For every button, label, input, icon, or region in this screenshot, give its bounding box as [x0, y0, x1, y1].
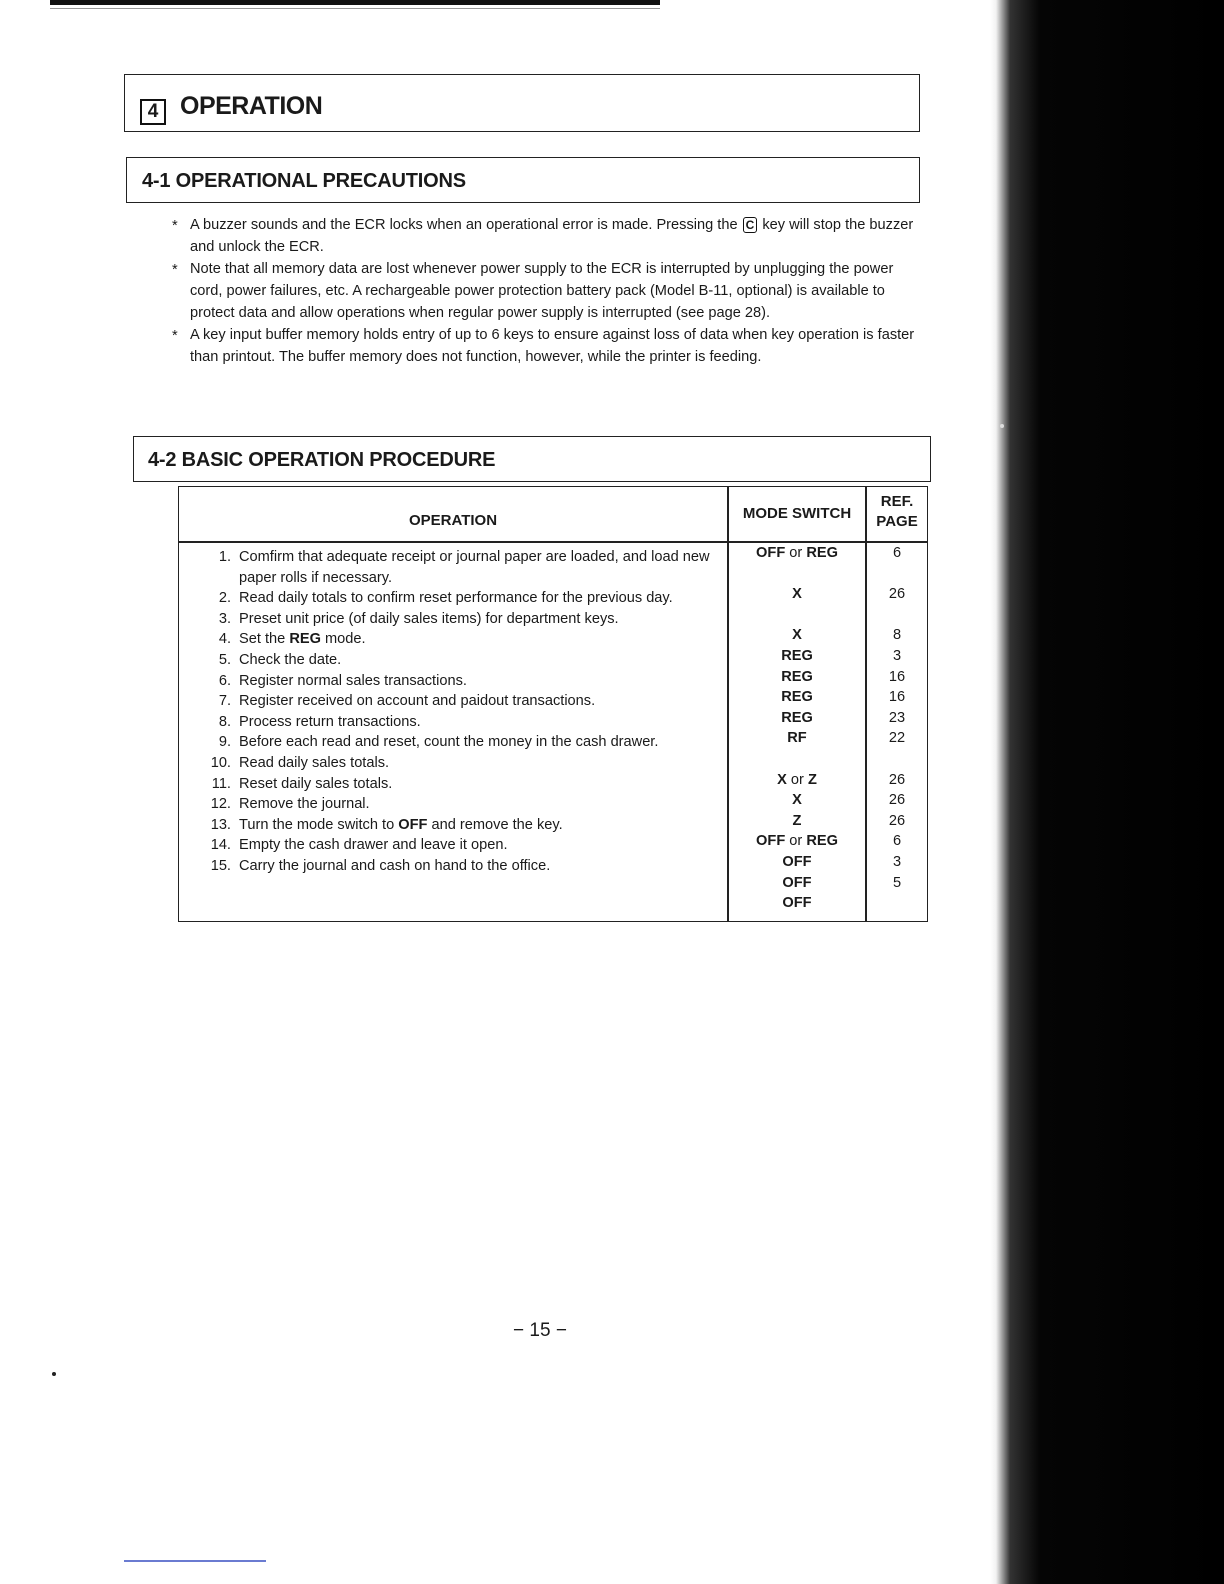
ref-page-cell: 23 [888, 709, 906, 726]
step-text: Preset unit price (of daily sales items) for department keys. [239, 610, 619, 627]
precaution-text: A buzzer sounds and the ECR locks when an operational error is made. Pressing the [190, 217, 742, 233]
mode-value: OFF [756, 545, 786, 561]
column-divider [727, 487, 729, 921]
mode-cell [731, 667, 863, 688]
mode-value: REG [806, 545, 838, 561]
mode-value: OFF [782, 853, 812, 870]
section-4-2-title: 4-2 BASIC OPERATION PROCEDURE [148, 449, 496, 471]
step-number: 15. [210, 857, 231, 874]
step-text: Register received on account and paidout transactions. [239, 693, 596, 710]
step-item [197, 671, 717, 692]
mode-cell [731, 873, 863, 894]
mode-cell [731, 687, 863, 708]
ref-page-cell: 3 [892, 853, 902, 870]
step-text: Check the date. [239, 651, 342, 668]
step-item [197, 856, 717, 877]
ref-page-cell [869, 749, 925, 770]
mode-value: OFF [782, 895, 812, 912]
ref-page-cell [869, 564, 925, 585]
ref-page-cell: 8 [892, 627, 902, 644]
precaution-text: key will stop the buzzer and unlock the ECR. [190, 217, 914, 255]
step-text-part: mode. [320, 631, 366, 648]
mode-cell [731, 543, 863, 564]
c-key-icon: C [743, 217, 758, 233]
mode-value: RF [787, 730, 807, 747]
mode-cell [731, 831, 863, 852]
mode-value: REG [781, 689, 813, 706]
step-item [197, 794, 717, 815]
precaution-text: A key input buffer memory holds entry of up to 6 keys to ensure against loss of data when key operation is faster than printout. The buffer memory does not function, however, while the printer is feeding. [190, 327, 915, 365]
ref-page-cell: 16 [888, 668, 906, 685]
mode-or: or [785, 833, 807, 850]
mode-value: OFF [782, 874, 812, 891]
scan-edge-shadow [990, 0, 1224, 1584]
mode-value: Z [807, 771, 817, 788]
step-text-part: Turn the mode switch to [239, 816, 399, 833]
mode-cell [731, 564, 863, 585]
step-text [239, 815, 717, 836]
step-item [197, 588, 717, 609]
column-divider [865, 487, 867, 921]
ref-page-cell: 6 [892, 833, 902, 850]
step-item [197, 609, 717, 630]
step-number: 10. [210, 754, 231, 771]
mode-cell [731, 852, 863, 873]
step-number: 11. [211, 775, 231, 792]
step-number: 9. [218, 734, 231, 751]
ref-page-column [869, 543, 925, 914]
mode-cell [731, 584, 863, 605]
mode-cell [731, 811, 863, 832]
precaution-item [172, 258, 924, 324]
step-text: Empty the cash drawer and leave it open. [239, 837, 508, 854]
step-item [197, 547, 717, 588]
step-number: 3. [218, 610, 231, 627]
step-number: 14. [210, 837, 231, 854]
top-rule [50, 0, 660, 5]
ref-page-cell: 26 [888, 586, 906, 603]
step-text: Process return transactions. [239, 713, 421, 730]
step-item [197, 753, 717, 774]
mode-cell [731, 728, 863, 749]
mode-value: REG [781, 647, 813, 664]
step-text: Read daily sales totals. [239, 754, 390, 771]
mode-value: REG [781, 709, 813, 726]
step-number: 12. [210, 796, 231, 813]
ref-page-cell [869, 605, 925, 626]
step-text: Carry the journal and cash on hand to the office. [239, 857, 551, 874]
operation-steps [197, 547, 717, 877]
header-ref: REF. [880, 493, 914, 510]
top-rule-thin [50, 8, 660, 9]
mode-or: or [785, 545, 807, 561]
mode-value: X [777, 771, 787, 788]
step-text: Before each read and reset, count the money in the cash drawer. [239, 734, 659, 751]
mode-cell [731, 605, 863, 626]
operation-procedure-table [178, 486, 928, 922]
precaution-item [172, 214, 924, 258]
ref-page-cell: 26 [888, 792, 906, 809]
step-number: 6. [218, 672, 231, 689]
step-item [197, 774, 717, 795]
mode-value: X [792, 792, 802, 809]
step-text-part: and remove the key. [427, 816, 563, 833]
ref-page-cell: 26 [888, 771, 906, 788]
mode-cell [731, 625, 863, 646]
mode-or: or [786, 771, 808, 788]
mode-cell [731, 749, 863, 770]
step-number: 5. [218, 651, 231, 668]
bottom-rule [124, 1560, 266, 1562]
mode-value: Z [792, 812, 802, 829]
chapter-title: OPERATION [180, 92, 323, 120]
scan-speck [52, 1372, 56, 1376]
mode-switch-column [731, 543, 863, 914]
step-number: 13. [210, 816, 231, 833]
mode-cell [731, 708, 863, 729]
ref-page-cell: 26 [888, 812, 906, 829]
step-text: Comfirm that adequate receipt or journal paper are loaded, and load new paper rolls if necessary. [239, 549, 710, 586]
step-number: 8. [218, 713, 231, 730]
step-item [197, 629, 717, 650]
step-item [197, 732, 717, 753]
mode-cell [731, 770, 863, 791]
step-number: 4. [218, 631, 231, 648]
step-text-bold: OFF [398, 816, 428, 833]
step-item [197, 691, 717, 712]
step-number: 1. [218, 549, 231, 565]
step-item [197, 650, 717, 671]
step-item [197, 835, 717, 856]
ref-page-cell: 22 [888, 730, 906, 747]
mode-value: X [792, 627, 802, 644]
step-text: Remove the journal. [239, 796, 370, 813]
step-number: 7. [218, 693, 231, 710]
precaution-text: Note that all memory data are lost whenever power supply to the ECR is interrupted by unplugging the power cord, power failures, etc. A rechargeable power protection battery pack (Model B-11, optional) is available to protect data and allow operations when regular power supply is interrupted (see page 28). [190, 261, 894, 321]
step-number: 2. [218, 590, 231, 607]
header-page: PAGE [876, 513, 918, 530]
step-text: Read daily totals to confirm reset performance for the previous day. [239, 590, 673, 607]
page-number: − 15 − [513, 1320, 567, 1341]
mode-cell [731, 790, 863, 811]
step-item [197, 815, 717, 836]
precaution-item [172, 324, 924, 368]
step-text-bold: REG [289, 631, 321, 648]
step-item [197, 712, 717, 733]
mode-cell [731, 893, 863, 914]
precautions-list [172, 214, 924, 368]
ref-page-cell: 5 [892, 874, 902, 891]
mode-value: X [792, 586, 802, 603]
scan-speck [1000, 424, 1004, 428]
step-text: Reset daily sales totals. [239, 775, 393, 792]
ref-page-cell: 3 [892, 647, 902, 664]
ref-page-cell: 16 [888, 689, 906, 706]
mode-value: OFF [756, 833, 786, 850]
ref-page-cell: 6 [892, 545, 902, 561]
chapter-number: 4 [140, 99, 166, 125]
mode-value: REG [781, 668, 813, 685]
header-mode-switch: MODE SWITCH [742, 505, 852, 522]
step-text [239, 629, 717, 650]
header-operation: OPERATION [408, 512, 498, 529]
step-text: Register normal sales transactions. [239, 672, 467, 689]
mode-cell [731, 646, 863, 667]
ref-page-cell [869, 893, 925, 914]
mode-value: REG [806, 833, 838, 850]
section-4-1-title: 4-1 OPERATIONAL PRECAUTIONS [142, 170, 466, 192]
step-text-part: Set the [239, 631, 290, 648]
